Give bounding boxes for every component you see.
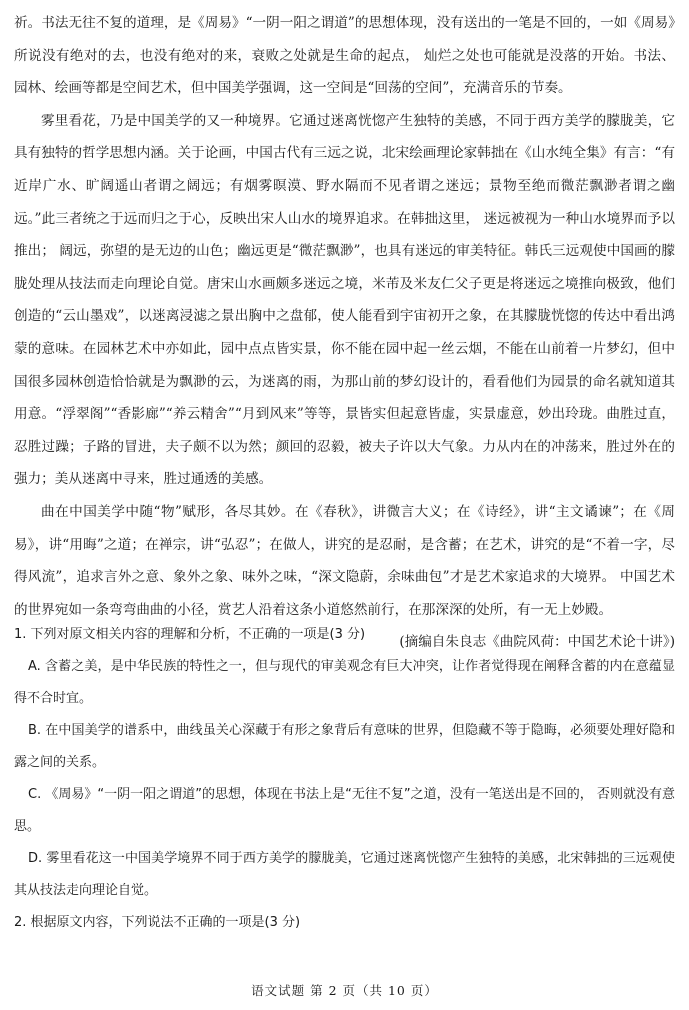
question-1-option-c: C. 《周易》“一阴一阳之谓道”的思想，体现在书法上是“无往不复”之道，没有一笔送出是不回的， 否则就没有意思。 xyxy=(14,787,675,834)
passage-paragraph-1: 祈。书法无往不复的道理，是《周易》“一阴一阳之谓道”的思想体现，没有送出的一笔是不回的，一如《周易》所说没有绝对的去，也没有绝对的来，衰败之处就是生命的起点， 灿烂之处也可能就是没落的开始。书法、 园林、绘画等都是空间艺术，但中国美学强调，这一空间是“回荡的空间”，充满音乐的节奏。 xyxy=(14,15,675,97)
question-2-stem: 2. 根据原文内容，下列说法不正确的一项是(3 分) xyxy=(14,915,301,930)
question-1-option-d: D. 雾里看花这一中国美学境界不同于西方美学的朦胧美，它通过迷离恍惚产生独特的美感，北宋韩拙的三远观使其从技法走向理论自觉。 xyxy=(14,851,675,898)
question-1-option-a: A. 含蓄之美，是中华民族的特性之一，但与现代的审美观念有巨大冲突，让作者觉得现在阐释含蓄的内在意蕴显得不合时宜。 xyxy=(14,659,675,706)
passage-paragraph-2: 雾里看花，乃是中国美学的又一种境界。它通过迷离恍惚产生独特的美感，不同于西方美学的朦胧美，它具有独特的哲学思想内涵。关于论画，中国古代有三远之说，北宋绘画理论家韩拙在《山水纯全集》有言：“有近岸广水、旷阔遥山者谓之阔远；有烟雾暝漠、野水隔而不见者谓之迷远；景物至绝而微茫飘渺者谓之幽远。”此三者统之于远而归之于心，反映出宋人山水的境界追求。在韩拙这里， 迷远被视为一种山水境界而予以推出； 阔远，弥望的是无边的山色；幽远更是“微茫飘渺”，也具有迷远的审美特征。韩氏三远观使中国画的朦胧处理从技法而走向理论自觉。唐宋山水画颇多迷远之境，米芾及米友仁父子更是将迷远之境推向极致，他们创造的“云山墨戏”，以迷离浸滤之景出胸中之盘郁，使人能看到宇宙初开之象，在其朦胧恍惚的传达中看出鸿蒙的意味。在园林艺术中亦如此，园中点点皆实景，你不能在园中起一丝云烟，不能在山前着一片梦幻，但中国很多园林创造恰恰就是为飘渺的云，为迷离的雨，为那山前的梦幻设计的，看看他们为园景的命名就知道其用意。“浮翠阁”“香影廊”“养云精舍”“月到风来”等等，景皆实但起意皆虚，实景虚意，妙出玲珑。曲胜过直，忍胜过躁；子路的冒进，夫子颇不以为然；颜回的忍毅，被夫子许以大气象。力从内在的冲荡来，胜过外在的强力；美从迷离中寻来，胜过通透的美感。 xyxy=(14,112,675,488)
passage-paragraph-3: 曲在中国美学中随“物”赋形，各尽其妙。在《春秋》，讲微言大义；在《诗经》，讲“主文谲谏”；在《周易》，讲“用晦”之道；在禅宗，讲“弘忍”；在做人，讲究的是忍耐，是含蓄；在艺术，讲究的是“不着一字，尽得风流”，追求言外之意、象外之象、味外之味，“深文隐蔚，余味曲包”才是艺术家追求的大境界。 中国艺术的世界宛如一条弯弯曲曲的小径，赏艺人沿着这条小道悠然前行，在那深深的处所，有一无上妙殿。 xyxy=(14,503,675,618)
questions-section xyxy=(14,619,675,939)
passage-source: (摘编自朱良志《曲院风荷：中国艺术论十讲》) xyxy=(399,634,675,651)
reading-passage xyxy=(14,7,675,659)
page-footer: 语文试题 第 2 页（共 10 页） xyxy=(251,983,438,998)
question-1-option-b: B. 在中国美学的谱系中，曲线虽关心深藏于有形之象背后有意味的世界，但隐藏不等于隐晦，必须要处理好隐和露之间的关系。 xyxy=(14,723,675,770)
question-1-stem: 1. 下列对原文相关内容的理解和分析，不正确的一项是(3 分) xyxy=(14,627,366,642)
